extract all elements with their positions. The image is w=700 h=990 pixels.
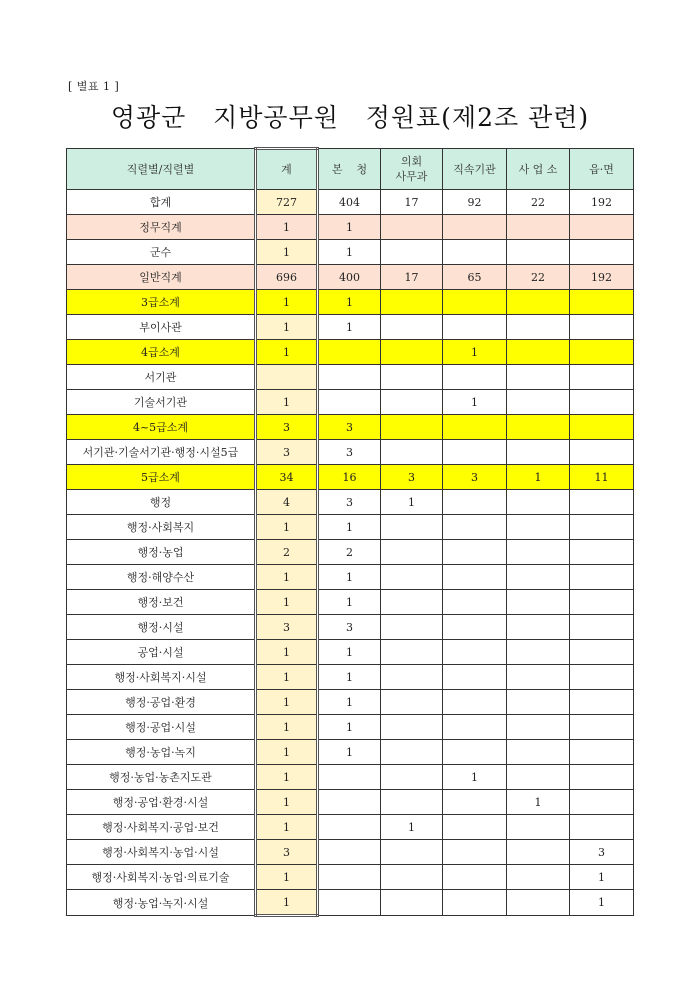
row-council-office: 1 (381, 815, 443, 840)
row-main-office (318, 890, 381, 916)
row-direct-agencies (443, 740, 507, 765)
row-total: 1 (256, 640, 318, 665)
row-total: 3 (256, 840, 318, 865)
row-label: 행정·공업·환경·시설 (67, 790, 256, 815)
row-direct-agencies (443, 315, 507, 340)
row-business-offices (507, 865, 570, 890)
row-label: 기술서기관 (67, 390, 256, 415)
row-main-office (318, 765, 381, 790)
row-council-office: 17 (381, 190, 443, 215)
row-main-office: 3 (318, 415, 381, 440)
row-direct-agencies (443, 715, 507, 740)
staffing-table (66, 147, 634, 917)
row-direct-agencies (443, 440, 507, 465)
table-row (67, 615, 634, 640)
row-label: 행정·보건 (67, 590, 256, 615)
table-row (67, 590, 634, 615)
row-total: 3 (256, 440, 318, 465)
table-row (67, 440, 634, 465)
row-total: 1 (256, 665, 318, 690)
row-towns (570, 515, 634, 540)
row-towns (570, 440, 634, 465)
row-towns (570, 615, 634, 640)
row-total: 1 (256, 790, 318, 815)
row-direct-agencies (443, 890, 507, 916)
row-council-office: 17 (381, 265, 443, 290)
row-council-office (381, 640, 443, 665)
row-total: 2 (256, 540, 318, 565)
row-council-office (381, 690, 443, 715)
table-body (67, 190, 634, 916)
table-row (67, 890, 634, 916)
table-row (67, 240, 634, 265)
row-council-office (381, 590, 443, 615)
row-total: 1 (256, 890, 318, 916)
row-business-offices (507, 590, 570, 615)
row-towns (570, 690, 634, 715)
row-main-office: 1 (318, 590, 381, 615)
row-total: 696 (256, 265, 318, 290)
header-direct-agencies: 직속기관 (443, 149, 507, 190)
row-direct-agencies: 65 (443, 265, 507, 290)
header-category: 직렬별/직렬별 (67, 149, 256, 190)
row-main-office (318, 790, 381, 815)
row-towns (570, 665, 634, 690)
row-total: 1 (256, 740, 318, 765)
table-row (67, 290, 634, 315)
row-label: 일반직계 (67, 265, 256, 290)
row-direct-agencies (443, 515, 507, 540)
row-towns: 11 (570, 465, 634, 490)
row-label: 행정·농업·농촌지도관 (67, 765, 256, 790)
row-towns (570, 340, 634, 365)
row-label: 5급소계 (67, 465, 256, 490)
row-total: 1 (256, 715, 318, 740)
row-council-office (381, 315, 443, 340)
table-row (67, 665, 634, 690)
row-council-office (381, 790, 443, 815)
row-direct-agencies (443, 865, 507, 890)
table-row (67, 365, 634, 390)
row-council-office: 3 (381, 465, 443, 490)
table-row (67, 490, 634, 515)
row-council-office (381, 890, 443, 916)
row-towns: 3 (570, 840, 634, 865)
row-council-office (381, 865, 443, 890)
row-label: 3급소계 (67, 290, 256, 315)
row-towns (570, 315, 634, 340)
document-title: 영광군 지방공무원 정원표(제2조 관련) (110, 103, 590, 132)
table-row (67, 265, 634, 290)
row-towns (570, 490, 634, 515)
row-business-offices (507, 415, 570, 440)
row-business-offices (507, 490, 570, 515)
row-main-office (318, 340, 381, 365)
row-council-office (381, 715, 443, 740)
row-council-office (381, 390, 443, 415)
row-main-office: 1 (318, 215, 381, 240)
row-business-offices (507, 715, 570, 740)
header-towns: 읍·면 (570, 149, 634, 190)
row-council-office (381, 565, 443, 590)
row-towns (570, 540, 634, 565)
row-main-office (318, 840, 381, 865)
row-business-offices (507, 540, 570, 565)
row-main-office: 1 (318, 640, 381, 665)
header-total: 계 (256, 149, 318, 190)
row-main-office: 1 (318, 715, 381, 740)
row-council-office (381, 740, 443, 765)
row-label: 합계 (67, 190, 256, 215)
table-row (67, 340, 634, 365)
row-council-office (381, 365, 443, 390)
row-direct-agencies (443, 240, 507, 265)
row-council-office (381, 215, 443, 240)
row-business-offices (507, 640, 570, 665)
row-total: 1 (256, 290, 318, 315)
row-business-offices (507, 815, 570, 840)
row-label: 행정·공업·시설 (67, 715, 256, 740)
row-label: 행정·농업·녹지·시설 (67, 890, 256, 916)
row-direct-agencies (443, 590, 507, 615)
row-business-offices (507, 690, 570, 715)
annex-label: [ 별표 1 ] (68, 80, 120, 93)
row-council-office: 1 (381, 490, 443, 515)
row-towns (570, 215, 634, 240)
row-direct-agencies: 1 (443, 390, 507, 415)
row-direct-agencies (443, 790, 507, 815)
row-total: 1 (256, 315, 318, 340)
row-business-offices (507, 515, 570, 540)
header-council-line1: 의회 (400, 155, 423, 168)
row-direct-agencies (443, 815, 507, 840)
row-direct-agencies (443, 615, 507, 640)
row-business-offices (507, 365, 570, 390)
row-label: 행정·사회복지·농업·의료기술 (67, 865, 256, 890)
row-label: 군수 (67, 240, 256, 265)
row-towns (570, 790, 634, 815)
header-council-line2: 사무과 (395, 170, 428, 183)
row-business-offices: 22 (507, 265, 570, 290)
row-label: 행정·공업·환경 (67, 690, 256, 715)
header-council-office (381, 149, 443, 190)
row-business-offices (507, 290, 570, 315)
row-label: 부이사관 (67, 315, 256, 340)
row-label: 행정·시설 (67, 615, 256, 640)
row-label: 행정·사회복지·농업·시설 (67, 840, 256, 865)
row-business-offices (507, 240, 570, 265)
row-total: 3 (256, 415, 318, 440)
table-row (67, 315, 634, 340)
row-council-office (381, 340, 443, 365)
table-row (67, 865, 634, 890)
row-direct-agencies (443, 665, 507, 690)
row-business-offices (507, 615, 570, 640)
row-main-office: 1 (318, 665, 381, 690)
table-row (67, 190, 634, 215)
row-main-office: 400 (318, 265, 381, 290)
row-towns: 1 (570, 890, 634, 916)
row-main-office (318, 390, 381, 415)
row-towns (570, 590, 634, 615)
row-direct-agencies (443, 290, 507, 315)
row-total: 1 (256, 865, 318, 890)
row-total: 1 (256, 215, 318, 240)
row-towns (570, 415, 634, 440)
row-towns (570, 290, 634, 315)
row-towns (570, 565, 634, 590)
row-business-offices: 22 (507, 190, 570, 215)
row-total: 1 (256, 590, 318, 615)
row-direct-agencies (443, 565, 507, 590)
row-direct-agencies (443, 540, 507, 565)
row-council-office (381, 290, 443, 315)
header-main-office: 본 청 (318, 149, 381, 190)
row-business-offices: 1 (507, 465, 570, 490)
table-row (67, 515, 634, 540)
header-business-offices: 사 업 소 (507, 149, 570, 190)
row-label: 서기관 (67, 365, 256, 390)
row-label: 행정·사회복지·시설 (67, 665, 256, 690)
table-row (67, 215, 634, 240)
row-business-offices: 1 (507, 790, 570, 815)
row-total: 1 (256, 765, 318, 790)
row-total: 1 (256, 340, 318, 365)
row-business-offices (507, 440, 570, 465)
row-main-office: 3 (318, 615, 381, 640)
table-row (67, 815, 634, 840)
row-direct-agencies (443, 840, 507, 865)
table-row (67, 765, 634, 790)
row-label: 행정·농업·녹지 (67, 740, 256, 765)
row-direct-agencies (443, 215, 507, 240)
row-total (256, 365, 318, 390)
row-main-office: 3 (318, 440, 381, 465)
row-label: 공업·시설 (67, 640, 256, 665)
table-row (67, 740, 634, 765)
row-business-offices (507, 740, 570, 765)
row-council-office (381, 515, 443, 540)
row-direct-agencies: 3 (443, 465, 507, 490)
row-label: 행정·해양수산 (67, 565, 256, 590)
row-council-office (381, 440, 443, 465)
row-towns (570, 715, 634, 740)
row-main-office: 1 (318, 290, 381, 315)
row-business-offices (507, 390, 570, 415)
table-row (67, 690, 634, 715)
row-total: 1 (256, 565, 318, 590)
row-label: 정무직계 (67, 215, 256, 240)
row-total: 1 (256, 690, 318, 715)
row-direct-agencies: 1 (443, 765, 507, 790)
row-direct-agencies (443, 690, 507, 715)
row-direct-agencies (443, 490, 507, 515)
row-council-office (381, 665, 443, 690)
table-row (67, 415, 634, 440)
row-total: 1 (256, 515, 318, 540)
row-main-office: 1 (318, 315, 381, 340)
row-towns (570, 740, 634, 765)
row-main-office: 1 (318, 240, 381, 265)
row-total: 1 (256, 390, 318, 415)
row-main-office: 404 (318, 190, 381, 215)
row-direct-agencies: 92 (443, 190, 507, 215)
row-business-offices (507, 765, 570, 790)
row-main-office (318, 815, 381, 840)
row-label: 4~5급소계 (67, 415, 256, 440)
row-total: 1 (256, 240, 318, 265)
row-main-office: 1 (318, 515, 381, 540)
row-council-office (381, 765, 443, 790)
row-council-office (381, 540, 443, 565)
table-row (67, 790, 634, 815)
row-main-office (318, 365, 381, 390)
row-label: 4급소계 (67, 340, 256, 365)
row-business-offices (507, 565, 570, 590)
table-row (67, 840, 634, 865)
table-row (67, 540, 634, 565)
row-main-office (318, 865, 381, 890)
row-business-offices (507, 890, 570, 916)
table-row (67, 715, 634, 740)
row-direct-agencies (443, 365, 507, 390)
row-main-office: 2 (318, 540, 381, 565)
row-total: 1 (256, 815, 318, 840)
row-total: 4 (256, 490, 318, 515)
table-row (67, 465, 634, 490)
row-label: 서기관·기술서기관·행정·시설5급 (67, 440, 256, 465)
table-row (67, 390, 634, 415)
row-business-offices (507, 215, 570, 240)
row-towns: 192 (570, 265, 634, 290)
row-towns: 192 (570, 190, 634, 215)
row-main-office: 16 (318, 465, 381, 490)
row-direct-agencies (443, 640, 507, 665)
row-business-offices (507, 340, 570, 365)
row-towns (570, 815, 634, 840)
row-main-office: 1 (318, 565, 381, 590)
row-total: 3 (256, 615, 318, 640)
row-business-offices (507, 840, 570, 865)
row-label: 행정·사회복지 (67, 515, 256, 540)
row-total: 727 (256, 190, 318, 215)
row-label: 행정·농업 (67, 540, 256, 565)
row-main-office: 3 (318, 490, 381, 515)
row-business-offices (507, 665, 570, 690)
row-towns: 1 (570, 865, 634, 890)
table-header-row (67, 149, 634, 190)
row-label: 행정·사회복지·공업·보건 (67, 815, 256, 840)
row-council-office (381, 240, 443, 265)
row-towns (570, 365, 634, 390)
table-row (67, 640, 634, 665)
row-council-office (381, 415, 443, 440)
row-direct-agencies: 1 (443, 340, 507, 365)
row-label: 행정 (67, 490, 256, 515)
row-towns (570, 640, 634, 665)
table-row (67, 565, 634, 590)
row-council-office (381, 615, 443, 640)
row-towns (570, 765, 634, 790)
row-council-office (381, 840, 443, 865)
row-main-office: 1 (318, 740, 381, 765)
row-towns (570, 240, 634, 265)
row-main-office: 1 (318, 690, 381, 715)
row-total: 34 (256, 465, 318, 490)
row-business-offices (507, 315, 570, 340)
row-towns (570, 390, 634, 415)
row-direct-agencies (443, 415, 507, 440)
